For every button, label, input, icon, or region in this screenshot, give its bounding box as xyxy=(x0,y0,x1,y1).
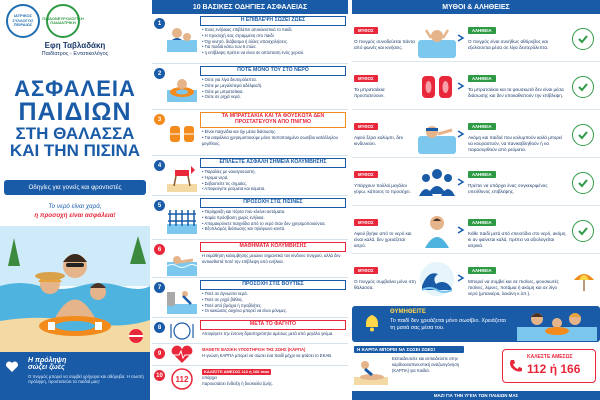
rule-7 xyxy=(152,278,348,318)
myth-tag: ΜΥΘΟΣ xyxy=(354,267,378,274)
emergency-call-box xyxy=(502,349,596,383)
armbands-icon xyxy=(418,68,456,106)
remember-banner xyxy=(352,306,600,342)
rule-6 xyxy=(152,240,348,278)
cpr-illustration xyxy=(354,355,388,385)
pediatric-society-logo: ΠΑΙΔΟΝΕΥΡΟΛΟΓΙΚΗ ΠΑΙΔΙΑΤΡΙΚΗ xyxy=(46,4,80,38)
bell-icon xyxy=(362,313,382,333)
checkmark-icon xyxy=(572,124,594,146)
checkmark-icon xyxy=(572,172,594,194)
myth-text: Ο πνιγμός συνοδεύεται πάντα από φωνές και κινήσεις. xyxy=(354,39,415,51)
myth-truth-pair xyxy=(352,256,600,302)
myth-text: Αφού βγήκε από το νερό και είναι καλά, δεν χρειάζεται ιατρό. xyxy=(354,231,412,249)
page-title xyxy=(4,78,146,159)
title-line-1: ΑΣΦΑΛΕΙΑ xyxy=(14,76,136,101)
rule-title: ΕΠΙΛΕΞΤΕ ΑΣΦΑΛΗ ΣΗΜΕΙΑ ΚΟΛΥΜΒΗΣΗΣ xyxy=(200,158,346,168)
rule-item: • Ήρεμα νερά. xyxy=(202,175,346,181)
heart-icon xyxy=(5,360,19,374)
rule-number: 6 xyxy=(154,244,165,255)
rule-items xyxy=(200,369,346,386)
myth-truth-pair xyxy=(352,16,600,62)
rule-item: • Ποτέ από βράχια ή προβλήτες. xyxy=(202,303,346,309)
rule-number: 10 xyxy=(154,370,165,381)
rule-number: 4 xyxy=(154,160,165,171)
myth-truth-pair xyxy=(352,112,600,158)
family-beach-illustration xyxy=(0,226,150,356)
rule-title: Η ΕΠΙΒΛΕΨΗ ΣΩΖΕΙ ΖΩΕΣ xyxy=(200,16,346,26)
truth-tag: ΑΛΗΘΕΙΑ xyxy=(468,267,496,274)
rule-number: 3 xyxy=(154,114,165,125)
rule-title: ΠΡΟΣΟΧΗ ΣΤΙΣ ΠΙΣΙΝΕΣ xyxy=(200,198,346,208)
rule-items xyxy=(200,347,346,359)
left-panel xyxy=(0,0,150,400)
rule-item: • Όχι κινητό, διάβασμα ή άλλες απασχολήσεις. xyxy=(202,39,346,45)
checkmark-icon xyxy=(572,76,594,98)
svg-text:112: 112 xyxy=(175,375,189,384)
prevention-head-2: σώζει ζωές xyxy=(28,364,65,372)
truth-text: Ακόμη και παιδιά που κολυμπούν καλά μπορεί να κουραστούν, να πανικοβληθούν ή να παρασυρθούν από ρεύματα. xyxy=(468,135,563,153)
lifeguard-tower-icon xyxy=(167,164,197,192)
title-line-4: ΚΑΙ ΤΗΝ ΠΙΣΙΝΑ xyxy=(9,141,141,160)
emergency-numbers: 112 ή 166 xyxy=(527,362,581,376)
arrow-right-icon xyxy=(457,178,465,186)
arrow-right-icon xyxy=(457,82,465,90)
rule-item: • Ούτε για λίγα δευτερόλεπτα. xyxy=(202,77,346,83)
rule-items xyxy=(200,129,346,146)
swimming-lesson-icon xyxy=(167,248,197,276)
medical-association-logo: ΙΑΤΡΙΚΟΣ ΣΥΛΛΟΓΟΣ ΠΕΙΡΑΙΩΣ xyxy=(6,4,40,38)
prevention-text: Ο πνιγμός μπορεί να συμβεί γρήγορα και αθόρυβα. Η σωστή πρόληψη, προστατεύει τα παιδιά μας! xyxy=(28,373,144,385)
rule-number: 5 xyxy=(154,200,165,211)
myth-text: Τα μπρατσάκια προστατεύουν. xyxy=(354,87,385,99)
myths-truths-header: ΜΥΘΟΙ & ΑΛΗΘΕΙΕΣ xyxy=(352,0,600,14)
truth-tag: ΑΛΗΘΕΙΑ xyxy=(468,75,496,82)
rule-item: • Καμία πρόσβαση χωρίς ενήλικα. xyxy=(202,215,346,221)
rule-title: ΜΕΤΑ ΤΟ ΦΑΓΗΤΟ xyxy=(200,320,346,330)
myth-tag: ΜΥΘΟΣ xyxy=(354,75,378,82)
truth-tag: ΑΛΗΘΕΙΑ xyxy=(468,171,496,178)
rule-item: • Περίφραξη και πόρτα που κλείνει αυτόματα. xyxy=(202,209,346,215)
rule-1 xyxy=(152,14,348,64)
myth-tag: ΜΥΘΟΣ xyxy=(354,171,378,178)
tagline-line-1: Το νερό είναι χαρά, xyxy=(48,203,102,210)
myth-text: Αφού ξέρει κολύμπι, δεν κινδυνεύει. xyxy=(354,135,404,147)
doctor-role: Παιδίατρος - Εντατικολόγος xyxy=(41,51,109,57)
rule-items xyxy=(200,27,346,56)
arrow-right-icon xyxy=(457,274,465,282)
family-pool-illustration xyxy=(517,307,597,341)
emergency-112-icon xyxy=(167,368,197,390)
child-in-towel-icon xyxy=(418,212,456,250)
rule-item: Η εκμάθηση κολύμβησης μειώνει σημαντικά τον κίνδυνο πνιγμού, αλλά δεν αντικαθιστά ποτέ την επίβλεψη από ενήλικα. xyxy=(202,252,341,264)
rule-item: • η επίβλεψη πρέπει να είναι σε απόσταση ενός χεριού. xyxy=(202,50,346,56)
rule-item: • Ούτε σε ρηχά νερά. xyxy=(202,94,346,100)
truth-text: Πρέπει να υπάρχει ένας συγκεκριμένος υπεύθυνος επιβλέψης. xyxy=(468,183,548,195)
tagline xyxy=(4,203,146,220)
rule-10 xyxy=(152,366,348,392)
logo-row xyxy=(6,4,84,38)
rule-item: • Ποτέ σε άγνωστα νερά. xyxy=(202,291,346,297)
rule-title: ΠΟΤΕ ΜΟΝΟ ΤΟΥ ΣΤΟ ΝΕΡΟ xyxy=(200,66,346,76)
pool-fence-icon xyxy=(167,206,197,234)
myth-truth-pair xyxy=(352,160,600,206)
myth-tag: ΜΥΘΟΣ xyxy=(354,27,378,34)
myth-tag: ΜΥΘΟΣ xyxy=(354,219,378,226)
myth-text: Ο πνιγμός συμβαίνει μόνο στη θάλασσα. xyxy=(354,279,416,291)
cpr-title: Η ΚΑΡΠΑ ΜΠΟΡΕΙ ΝΑ ΣΩΣΕΙ ΖΩΕΣ! xyxy=(354,346,464,353)
doctor-info xyxy=(4,41,146,57)
safety-rules-panel xyxy=(152,0,348,400)
arrow-right-icon xyxy=(457,34,465,42)
rule-item: Αποφύγετε την έντονη δραστηριότητα αμέσως μετά από μεγάλο γεύμα. xyxy=(202,330,334,336)
rule-number: 2 xyxy=(154,68,165,79)
myth-tag: ΜΥΘΟΣ xyxy=(354,123,378,130)
rule-number: 8 xyxy=(154,322,165,333)
rule-3 xyxy=(152,110,348,156)
myth-text: Υπάρχουν πολλοί μεγάλοι γύρω, κάποιος το προσέχει. xyxy=(354,183,411,195)
rule-title: ΤΑ ΜΠΡΑΤΣΑΚΙΑ ΚΑΙ ΤΑ ΦΟΥΣΚΩΤΑ ΔΕΝ ΠΡΟΣΤΑΤΕΥΟΥΝ ΑΠΟ ΠΝΙΓΜΟ xyxy=(200,112,346,128)
title-line-2: ΠΑΙΔΙΩΝ xyxy=(18,98,132,126)
rule-item: Η γνώση ΚΑΡΠΑ μπορεί να σώσει ένα παιδί μέχρι να φτάσει το ΕΚΑΒ. xyxy=(202,352,333,358)
rule-title: ΜΑΘΗΜΑΤΑ ΚΟΛΥΜΒΗΣΗΣ xyxy=(200,242,346,252)
rule-number: 1 xyxy=(154,18,165,29)
rule-item: • Σεβαστείτε τις σημαίες. xyxy=(202,181,346,187)
rule-item: • Παραλίες με ναυαγοσώστη. xyxy=(202,169,346,175)
rule-9 xyxy=(152,344,348,366)
child-float-ring-icon xyxy=(167,74,197,102)
rule-item: • Για παιδιά κάτω των 5 ετών: xyxy=(202,44,346,50)
rule-item: • Εξοπλισμός διάσωσης και τηλέφωνο κοντά. xyxy=(202,226,346,232)
arrow-right-icon xyxy=(457,226,465,234)
myth-truth-pair xyxy=(352,208,600,254)
rule-item: • Ούτε με μπρατσάκια. xyxy=(202,89,346,95)
heart-pulse-icon xyxy=(167,345,197,365)
rule-item: • Απομακρύνετε παιχνίδια από το νερό όταν δεν χρησιμοποιούνται. xyxy=(202,221,346,227)
truth-text: Μπορεί να συμβεί και σε πισίνες, φουσκωτές πισίνες, λίμνες, ποτάμια ή ακόμη και σε λίγο νερό (μπανιέρα, λεκάνη κ.λπ.). xyxy=(468,279,559,297)
checkmark-icon xyxy=(572,220,594,242)
rule-5 xyxy=(152,196,348,240)
rule-item: υπάρχει xyxy=(202,374,217,380)
truth-tag: ΑΛΗΘΕΙΑ xyxy=(468,123,496,130)
remember-text: Το παιδί δεν χρειάζεται μόνο σωσίβιο. Χρειάζεται τη ματιά σας μέσα του. xyxy=(390,318,506,332)
rule-items xyxy=(200,169,346,192)
rule-items xyxy=(200,331,346,337)
truth-text: Κάθε παιδί μετά από επεισόδιο στο νερό, ακόμη κι αν φαίνεται καλά, πρέπει να αξιολογείται ιατρικά. xyxy=(468,231,566,249)
child-swimmer-icon xyxy=(418,116,456,154)
beach-umbrella-icon xyxy=(572,268,596,292)
arrow-right-icon xyxy=(457,130,465,138)
footer-banner: ΜΑΖΙ ΓΙΑ ΤΗΝ ΥΓΕΙΑ ΤΩΝ ΠΑΙΔΙΩΝ ΜΑΣ xyxy=(352,391,600,400)
rule-item: • Ούτε με μεγαλύτερα αδέλφια/ή. xyxy=(202,83,346,89)
rule-item: • Ποτέ σε ρηχό βάθος. xyxy=(202,297,346,303)
truth-tag: ΑΛΗΘΕΙΑ xyxy=(468,27,496,34)
rule-title: ΠΡΟΣΟΧΗ ΣΤΙΣ ΒΟΥΤΙΕΣ xyxy=(200,280,346,290)
guide-banner: Οδηγίες για γονείς και φροντιστές xyxy=(4,180,146,195)
rule-item: ΚΑΛΕΣΤΕ ΑΜΕΣΩΣ 112 ή 166 όταν xyxy=(204,369,270,374)
meal-icon xyxy=(167,320,197,342)
prevention-banner xyxy=(0,352,150,400)
rule-item: • Αποφεύγετε ρεύματα και κύματα. xyxy=(202,186,346,192)
doctor-name: Εφη Ταβλαδάκη xyxy=(44,41,106,50)
rule-item: • Είναι παιχνίδια και όχι μέσα διάσωσης. xyxy=(202,129,346,135)
rule-item: ΜΑΘΕΤΕ ΒΑΣΙΚΗ ΥΠΟΣΤΗΡΙΞΗ ΤΗΣ ΖΩΗΣ (ΚΑΡΠΑ) xyxy=(202,347,306,352)
rule-4 xyxy=(152,156,348,196)
cpr-text: Εκπαιδευτείτε και εκπαιδεύστε στην καρδιοαναπνευστική αναζωογόνηση (ΚΑΡΠΑ) για παιδιά. xyxy=(392,356,460,373)
rule-8 xyxy=(152,318,348,344)
wave-icon xyxy=(418,260,456,298)
rule-number: 9 xyxy=(154,348,165,359)
truth-text: Ο πνιγμός είναι συνήθως αθόρυβος και εξελίσσεται μέσα σε λίγα δευτερόλεπτα. xyxy=(468,39,549,51)
tagline-line-2: η προσοχή είναι ασφάλεια! xyxy=(34,211,116,219)
rule-item: παρουσιάσει ένδειξη ή δυσκολία ζωής. xyxy=(202,380,274,386)
group-people-icon xyxy=(418,164,456,202)
rule-items xyxy=(200,291,346,314)
armbands-icon xyxy=(167,120,197,148)
title-line-3: ΣΤΗ ΘΑΛΑΣΣΑ xyxy=(15,124,135,143)
cpr-section xyxy=(352,345,600,391)
rule-items xyxy=(200,253,346,265)
call-label: ΚΑΛΕΣΤΕ ΑΜΕΣΩΣ xyxy=(527,354,573,360)
rule-items xyxy=(200,209,346,232)
child-drowning-icon xyxy=(418,20,456,58)
rule-item: • Η προσοχή σας στραμμένη στο παιδί. xyxy=(202,33,346,39)
myths-truths-panel xyxy=(352,0,600,400)
myth-truth-pair xyxy=(352,64,600,110)
checkmark-icon xyxy=(572,28,594,50)
rule-item: • Για ασφάλεια χρησιμοποιούμε μόνο πιστοποιημένο σωσίβιο κατάλληλου μεγέθους. xyxy=(202,135,346,147)
prevention-head-1: Η πρόληψη xyxy=(28,357,67,364)
truth-tag: ΑΛΗΘΕΙΑ xyxy=(468,219,496,226)
rule-item: • Οι κακώσεις αυχένα μπορεί να είναι μόνιμες. xyxy=(202,308,346,314)
rule-item: • Ένας ενήλικας επιβλέπει αποκλειστικά το παιδί. xyxy=(202,27,346,33)
adult-child-pool-icon xyxy=(167,24,197,52)
rule-number: 7 xyxy=(154,282,165,293)
truth-text: Τα μπρατσάκια και τα φουσκωτά δεν είναι μέσα διάσωσης και δεν υποκαθιστούν την επίβλεψη. xyxy=(468,87,564,99)
phone-icon xyxy=(508,358,524,374)
rule-2 xyxy=(152,64,348,110)
remember-title: ΘΥΜΗΘΕΙΤΕ xyxy=(390,309,426,315)
rule-items xyxy=(200,77,346,100)
safety-rules-header: 10 ΒΑΣΙΚΕΣ ΟΔΗΓΙΕΣ ΑΣΦΑΛΕΙΑΣ xyxy=(152,0,348,14)
diving-icon xyxy=(167,286,197,314)
